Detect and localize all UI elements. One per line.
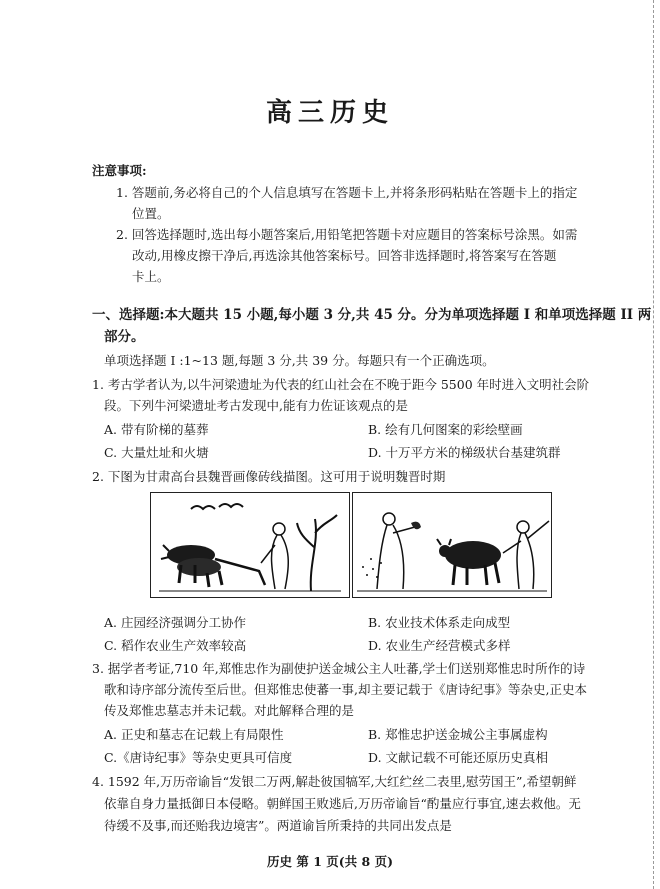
question-2-line-1: 2. 下图为甘肃高台县魏晋画像砖线描图。这可用于说明魏晋时期 <box>92 469 446 484</box>
question-3-option-a: A. 正史和墓志在记载上有局限性 <box>104 727 284 742</box>
notice-item-1-line-1: 1. 答题前,务必将自己的个人信息填写在答题卡上,并将条形码粘贴在答题卡上的指定 <box>116 185 578 200</box>
question-1-option-c: C. 大量灶址和火塘 <box>104 445 209 460</box>
question-2-option-c: C. 稻作农业生产效率较高 <box>104 638 247 653</box>
brick-painting-sowing <box>352 492 552 598</box>
page-footer: 历史 第 1 页(共 8 页) <box>267 854 393 869</box>
question-3-line-3: 传及郑惟忠墓志并未记载。对此解释合理的是 <box>104 703 355 718</box>
question-4-line-3: 待缓不及事,而还贻我边境害”。两道谕旨所秉持的共同出发点是 <box>104 818 452 833</box>
notice-item-2-line-2: 改动,用橡皮擦干净后,再选涂其他答案标号。回答非选择题时,将答案写在答题 <box>132 248 557 263</box>
notice-item-1-line-2: 位置。 <box>132 206 170 221</box>
question-1-option-a: A. 带有阶梯的墓葬 <box>104 422 209 437</box>
section-1-heading-line-1: 一、选择题:本大题共 15 小题,每小题 3 分,共 45 分。分为单项选择题 I 和单项选择题 II 两 <box>92 307 652 323</box>
ploughing-scene-image <box>151 493 349 597</box>
sowing-scene-image <box>353 493 551 597</box>
notice-item-2-line-3: 卡上。 <box>132 269 170 284</box>
section-1-heading-line-2: 部分。 <box>104 329 145 345</box>
section-1-subheading: 单项选择题 I :1~13 题,每题 3 分,共 39 分。每题只有一个正确选项。 <box>104 353 495 368</box>
question-3-line-2: 歌和诗序部分流传至后世。但郑惟忠使蕃一事,却主要记载于《唐诗纪事》等杂史,正史本 <box>104 682 587 697</box>
question-2-option-d: D. 农业生产经营模式多样 <box>368 638 511 653</box>
question-4-line-2: 依靠自身力量抵御日本侵略。朝鲜国王败逃后,万历帝谕旨“酌量应行事宜,速去救他。无 <box>104 796 581 811</box>
question-1-option-d: D. 十万平方米的梯级状台基建筑群 <box>368 445 561 460</box>
question-3-option-b: B. 郑惟忠护送金城公主事属虚构 <box>368 727 548 742</box>
question-2-option-a: A. 庄园经济强调分工协作 <box>104 615 246 630</box>
binding-line <box>652 0 654 889</box>
notice-item-2-line-1: 2. 回答选择题时,选出每小题答案后,用铅笔把答题卡对应题目的答案标号涂黑。如需 <box>116 227 578 242</box>
question-1-line-2: 段。下列牛河梁遗址考古发现中,能有力佐证该观点的是 <box>104 398 408 413</box>
notice-heading: 注意事项: <box>92 163 147 178</box>
question-3-option-d: D. 文献记载不可能还原历史真相 <box>368 750 549 765</box>
question-1-line-1: 1. 考古学者认为,以牛河梁遗址为代表的红山社会在不晚于距今 5500 年时进入文明社会阶 <box>92 377 590 392</box>
question-1-option-b: B. 绘有几何图案的彩绘壁画 <box>368 422 523 437</box>
page-title: 高三历史 <box>265 98 394 128</box>
question-4-line-1: 4. 1592 年,万历帝谕旨“发银二万两,解赴彼国犒军,大红纻丝二表里,慰劳国王”,希望朝鲜 <box>92 774 577 789</box>
question-2-option-b: B. 农业技术体系走向成型 <box>368 615 511 630</box>
brick-painting-ploughing <box>150 492 350 598</box>
question-3-line-1: 3. 据学者考证,710 年,郑惟忠作为副使护送金城公主人吐蕃,学士们送别郑惟忠时所作的诗 <box>92 661 586 676</box>
question-3-option-c: C.《唐诗纪事》等杂史更具可信度 <box>104 750 293 765</box>
